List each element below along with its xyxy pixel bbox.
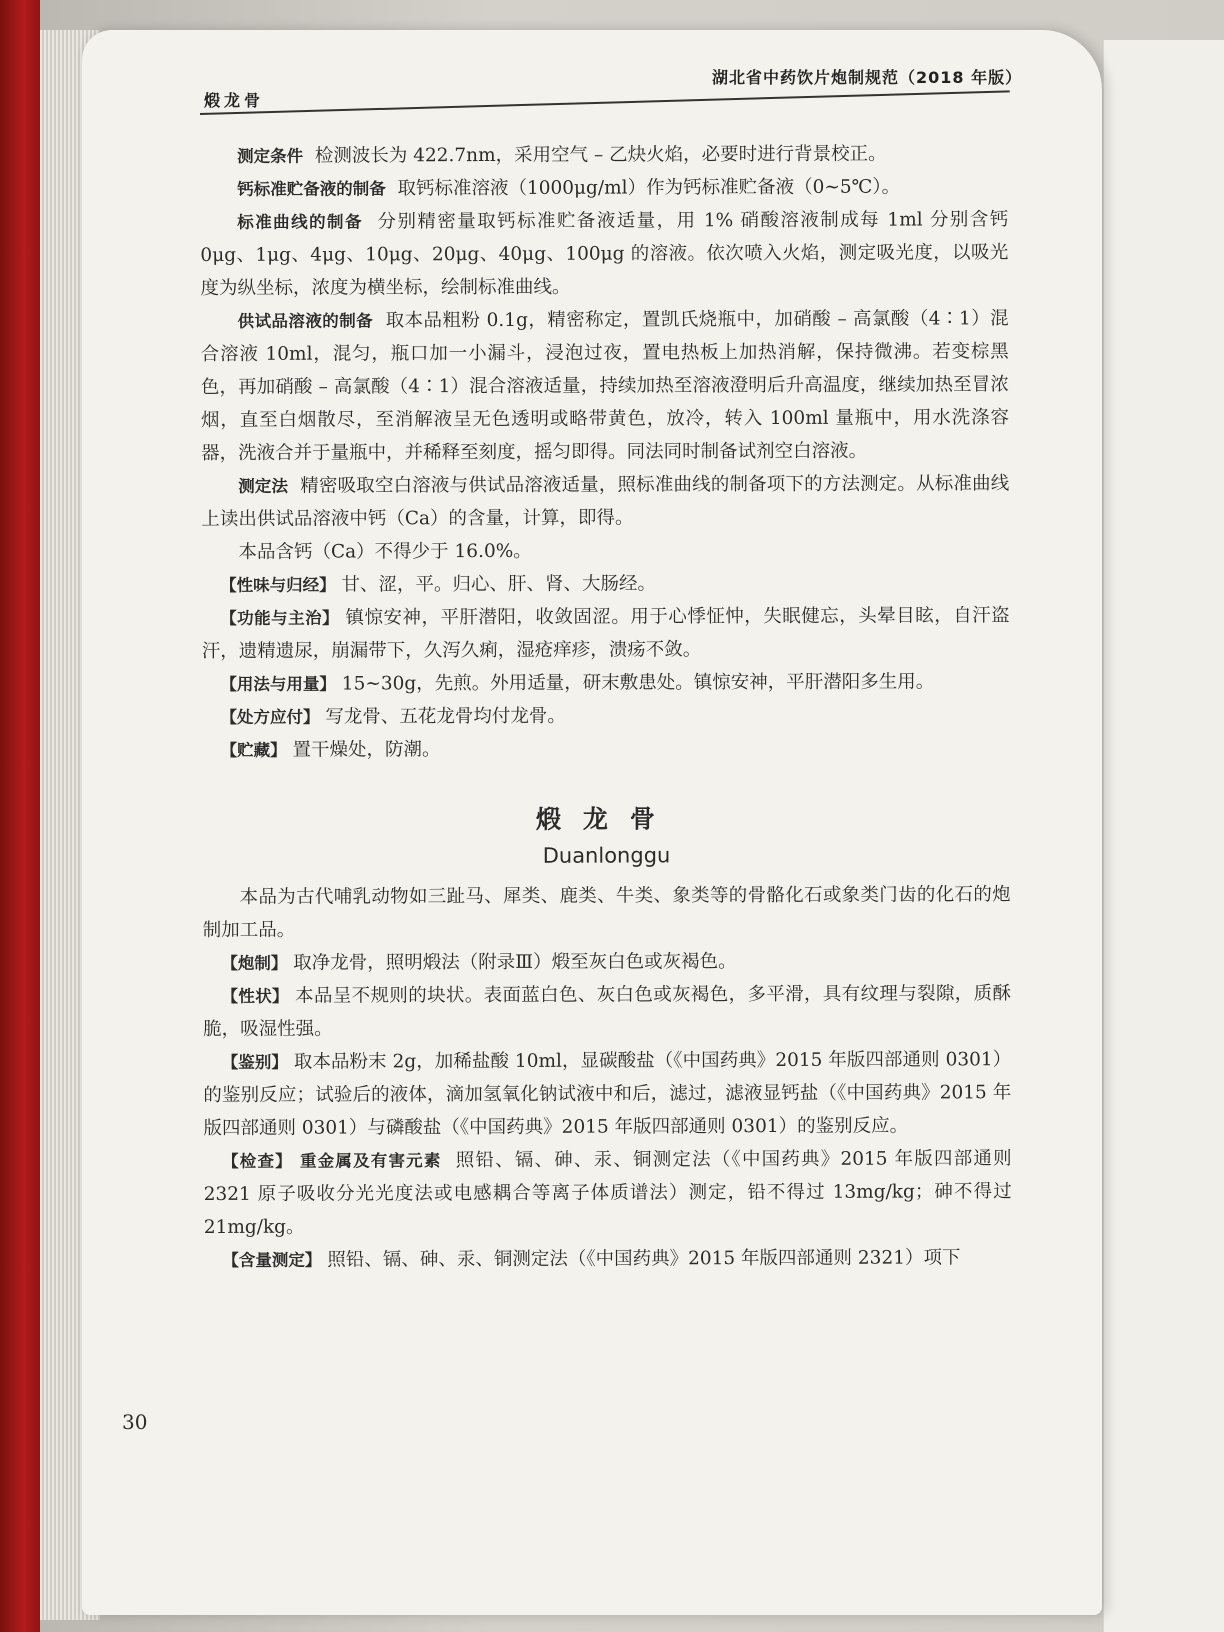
facing-page <box>1103 40 1224 1632</box>
page-body <box>200 137 1012 1277</box>
text-method: 精密吸取空白溶液与供试品溶液适量，照标准曲线的制备项下的方法测定。从标准曲线上读出供试品溶液中钙（Ca）的含量，计算，即得。 <box>201 473 1010 530</box>
text-curve: 分别精密量取钙标准贮备液适量，用 1% 硝酸溶液制成每 1ml 分别含钙 0μg、1μg、4μg、10μg、20μg、40μg、100μg 的溶液。依次喷入火焰，测定吸光度，以吸光度为纵坐标，浓度为横坐标，绘制标准曲线。 <box>200 209 1009 299</box>
paragraph-intro: 本品为古代哺乳动物如三趾马、犀类、鹿类、牛类、象类等的骨骼化石或象类门齿的化石的炮制加工品。 <box>202 884 1011 941</box>
label-usage: 【用法与用量】 <box>220 674 336 694</box>
header-rule <box>200 90 1010 115</box>
paragraph-identification <box>203 1043 1011 1145</box>
label-assay: 【含量测定】 <box>222 1250 322 1270</box>
label-conditions: 测定条件 <box>237 146 304 166</box>
book-cover-edge <box>0 0 40 1632</box>
paragraph-storage <box>202 731 1010 767</box>
paragraph-curve <box>200 203 1008 305</box>
entry-title: 煅龙骨 <box>535 804 677 834</box>
text-characteristics: 本品呈不规则的块状。表面蓝白色、灰白色或灰褐色，多平滑，具有纹理与裂隙，质酥脆，吸湿性强。 <box>203 983 1012 1040</box>
text-assay: 照铅、镉、砷、汞、铜测定法（《中国药典》2015 年版四部通则 2321）项下 <box>327 1247 961 1271</box>
paragraph-taste <box>201 566 1009 602</box>
text-usage: 15~30g，先煎。外用适量，研末敷患处。镇惊安神，平肝潜阳多生用。 <box>341 671 935 695</box>
page-number: 30 <box>122 1410 148 1434</box>
paragraph-conditions <box>200 137 1008 173</box>
text-identification: 取本品粉末 2g，加稀盐酸 10ml，显碳酸盐（《中国药典》2015 年版四部通则 0301）的鉴别反应；试验后的液体，滴加氢氧化钠试液中和后，滤过，滤液显钙盐（《中国药典》2015 年版四部通则 0301）与磷酸盐（《中国药典》2015 年版四部通则 0301）的鉴别反应。 <box>203 1049 1012 1139</box>
paragraph-stock <box>200 170 1008 206</box>
label-inspection: 【检查】 <box>222 1151 293 1171</box>
label-sample: 供试品溶液的制备 <box>237 311 374 331</box>
paragraph-assay <box>204 1241 1012 1277</box>
label-curve: 标准曲线的制备 <box>237 212 363 232</box>
label-heavy-metals: 重金属及有害元素 <box>299 1151 442 1171</box>
paragraph-characteristics <box>203 977 1011 1046</box>
text-storage: 置干燥处，防潮。 <box>292 739 441 761</box>
paragraph-inspection <box>204 1142 1012 1244</box>
text-function: 镇惊安神，平肝潜阳，收敛固涩。用于心悸怔忡，失眠健忘，头晕目眩，自汗盗汗，遗精遗尿，崩漏带下，久泻久痢，湿疮痒疹，溃疡不敛。 <box>201 605 1010 662</box>
label-stock: 钙标准贮备液的制备 <box>237 179 386 199</box>
entry-pinyin: Duanlonggu <box>542 843 671 868</box>
label-prescription: 【处方应付】 <box>220 707 320 727</box>
label-taste: 【性味与归经】 <box>220 575 336 595</box>
label-function: 【功能与主治】 <box>220 608 340 628</box>
text-prescription: 写龙骨、五花龙骨均付龙骨。 <box>325 705 566 728</box>
text-stock: 取钙标准溶液（1000μg/ml）作为钙标准贮备液（0~5℃）。 <box>397 176 901 200</box>
text-sample: 取本品粗粉 0.1g，精密称定，置凯氏烧瓶中，加硝酸 – 高氯酸（4∶1）混合溶液 10ml，混匀，瓶口加一小漏斗，浸泡过夜，置电热板上加热消解，保持微沸。若变棕黑色，再加硝酸 – 高氯酸（4∶1）混合溶液适量，持续加热至溶液澄明后升高温度，继续加热至冒浓烟，直至白烟散尽，至消解液呈无色透明或略带黄色，放冷，转入 100ml 量瓶中，用水洗涤容器，洗液合并于量瓶中，并稀释至刻度，摇匀即得。同法同时制备试剂空白溶液。 <box>200 308 1010 464</box>
page <box>82 30 1102 1615</box>
paragraph-processing <box>203 944 1011 980</box>
text-taste: 甘、涩，平。归心、肝、肾、大肠经。 <box>341 573 656 596</box>
paragraph-function <box>202 599 1010 668</box>
label-storage: 【贮藏】 <box>220 740 287 760</box>
paragraph-method <box>201 467 1009 536</box>
paragraph-limit: 本品含钙（Ca）不得少于 16.0%。 <box>238 540 532 563</box>
label-processing: 【炮制】 <box>221 953 288 973</box>
paragraph-prescription <box>202 698 1010 734</box>
label-method: 测定法 <box>238 476 289 496</box>
running-header-book-title: 湖北省中药饮片炮制规范（2018 年版） <box>712 68 1023 87</box>
paragraph-usage <box>202 665 1010 701</box>
label-characteristics: 【性状】 <box>221 986 289 1006</box>
label-identification: 【鉴别】 <box>221 1052 288 1072</box>
text-conditions: 检测波长为 422.7nm，采用空气 – 乙炔火焰，必要时进行背景校正。 <box>314 143 887 167</box>
paragraph-sample <box>201 302 1010 470</box>
running-header-section: 煅龙骨 <box>204 91 265 110</box>
text-processing: 取净龙骨，照明煅法（附录Ⅲ）煅至灰白色或灰褐色。 <box>293 951 737 974</box>
text-inspection: 照铅、镉、砷、汞、铜测定法（《中国药典》2015 年版四部通则 2321 原子吸收分光光度法或电感耦合等离子体质谱法）测定，铅不得过 13mg/kg；砷不得过 21mg/kg。 <box>203 1148 1012 1238</box>
